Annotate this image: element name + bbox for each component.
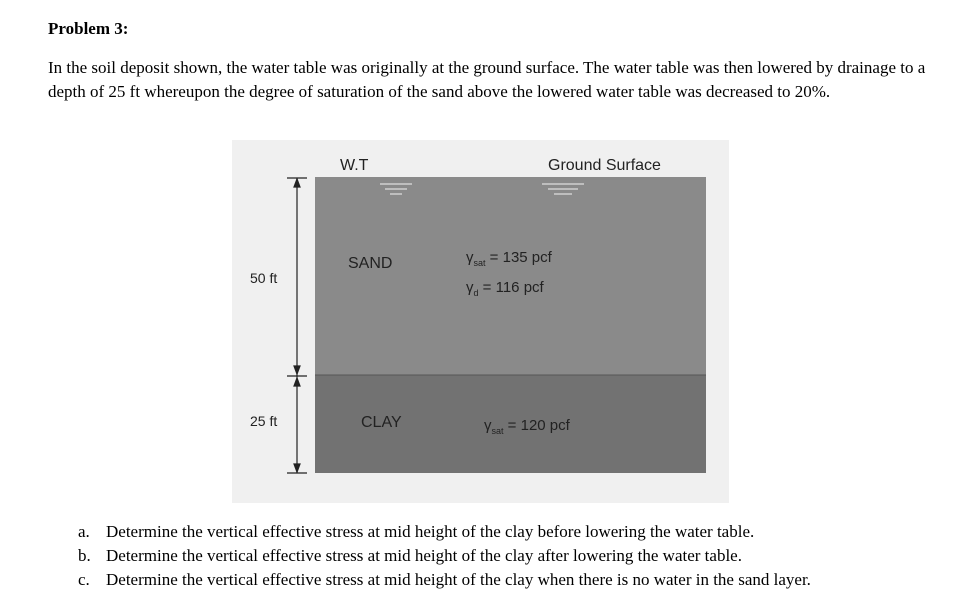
- sand-gamma-d-symbol: γ: [466, 279, 474, 296]
- sand-gamma-sat-value: = 135 pcf: [485, 249, 552, 266]
- problem-title: Problem 3:: [48, 19, 129, 38]
- question-item: [78, 520, 811, 544]
- clay-depth-label: 25 ft: [250, 413, 278, 429]
- question-letter: a.: [78, 522, 90, 541]
- sand-label: SAND: [348, 255, 393, 272]
- soil-profile-figure: [232, 140, 729, 503]
- sand-layer: [315, 177, 706, 375]
- clay-gamma-sat-symbol: γ: [484, 417, 492, 434]
- sand-gamma-d-value: = 116 pcf: [478, 279, 544, 296]
- dimension-line: [287, 178, 307, 473]
- sand-gamma-d: [466, 279, 545, 298]
- sand-gamma-sat-subscript: sat: [473, 258, 486, 268]
- question-letter: b.: [78, 546, 91, 565]
- clay-gamma-sat-subscript: sat: [491, 426, 504, 436]
- clay-gamma-sat-value: = 120 pcf: [503, 417, 570, 434]
- question-letter: c.: [78, 570, 90, 589]
- sand-depth-label: 50 ft: [250, 270, 278, 286]
- sand-gamma-d-subscript: d: [473, 288, 479, 298]
- ground-surface-label: Ground Surface: [548, 157, 661, 174]
- sand-gamma-sat-symbol: γ: [466, 249, 474, 266]
- question-list: [78, 520, 811, 592]
- question-text: Determine the vertical effective stress at mid height of the clay after lowering the water table.: [106, 546, 742, 565]
- question-item: [78, 568, 811, 592]
- question-text: Determine the vertical effective stress at mid height of the clay when there is no water in the sand layer.: [106, 570, 811, 589]
- question-item: [78, 544, 811, 568]
- water-table-label: W.T: [340, 157, 369, 174]
- question-text: Determine the vertical effective stress at mid height of the clay before lowering the water table.: [106, 522, 755, 541]
- clay-label: CLAY: [361, 414, 402, 431]
- problem-statement: In the soil deposit shown, the water table was originally at the ground surface. The water table was then lowered by drainage to a depth of 25 ft whereupon the degree of saturation of the sand above the lowered water table was decreased to 20%.: [48, 58, 926, 101]
